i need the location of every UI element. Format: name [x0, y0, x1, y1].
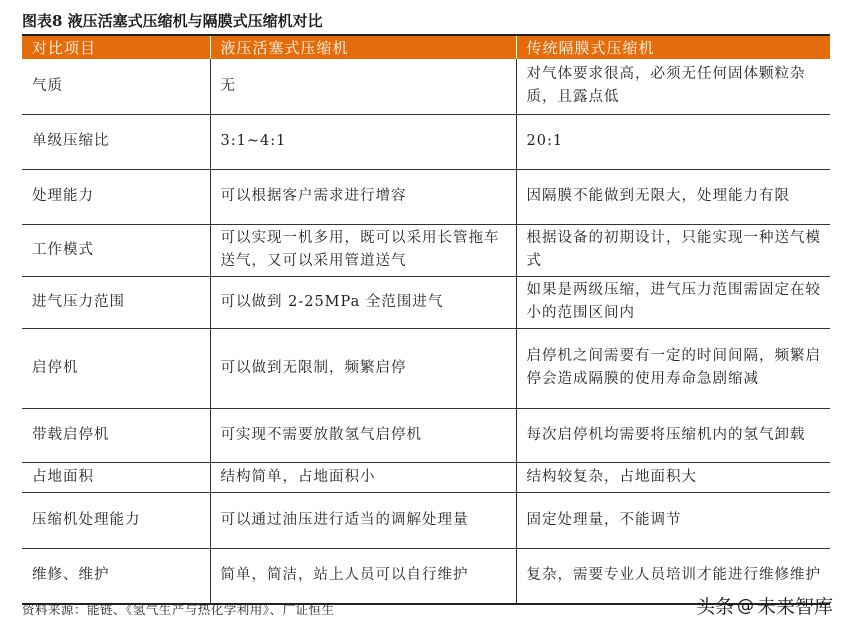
cell-hydraulic: 可以实现一机多用，既可以采用长管拖车送气，又可以采用管道送气: [210, 224, 516, 276]
cell-diaphragm: 如果是两级压缩，进气压力范围需固定在较小的范围区间内: [516, 276, 830, 328]
cell-item: 工作模式: [22, 224, 210, 276]
cell-diaphragm: 根据设备的初期设计，只能实现一种送气模式: [516, 224, 830, 276]
cell-diaphragm: 启停机之间需要有一定的时间间隔，频繁启停会造成隔膜的使用寿命急剧缩减: [516, 328, 830, 408]
cell-item: 带载启停机: [22, 408, 210, 462]
cell-hydraulic: 可以做到 2-25MPa 全范围进气: [210, 276, 516, 328]
source-note: 资料来源：能链、《氢气生产与热化学利用》、广证恒生: [22, 602, 335, 617]
cell-item: 压缩机处理能力: [22, 492, 210, 548]
cell-diaphragm: 20:1: [516, 114, 830, 169]
table-row: [22, 59, 830, 114]
cell-item: 气质: [22, 59, 210, 114]
table-row: [22, 408, 830, 462]
cell-item: 进气压力范围: [22, 276, 210, 328]
watermark-platform: 头条: [695, 596, 734, 618]
table-row: [22, 328, 830, 408]
cell-hydraulic: 3:1~4:1: [210, 114, 516, 169]
table-header-row: [22, 36, 830, 59]
table-row: [22, 224, 830, 276]
cell-hydraulic: 无: [210, 59, 516, 114]
header-diaphragm: 传统隔膜式压缩机: [516, 36, 830, 59]
cell-hydraulic: 可以通过油压进行适当的调解处理量: [210, 492, 516, 548]
cell-diaphragm: 对气体要求很高，必须无任何固体颗粒杂质，且露点低: [516, 59, 830, 114]
cell-item: 处理能力: [22, 169, 210, 224]
watermark: [696, 592, 833, 619]
cell-item: 单级压缩比: [22, 114, 210, 169]
table-row: [22, 276, 830, 328]
cell-diaphragm: 因隔膜不能做到无限大，处理能力有限: [516, 169, 830, 224]
figure-title: 图表8 液压活塞式压缩机与隔膜式压缩机对比: [22, 12, 323, 30]
cell-item: 启停机: [22, 328, 210, 408]
cell-hydraulic: 结构简单，占地面积小: [210, 462, 516, 492]
cell-item: 维修、维护: [22, 548, 210, 604]
table-row: [22, 169, 830, 224]
header-item: 对比项目: [22, 36, 210, 59]
cell-hydraulic: 可以做到无限制，频繁启停: [210, 328, 516, 408]
cell-diaphragm: 结构较复杂，占地面积大: [516, 462, 830, 492]
cell-hydraulic: 可实现不需要放散氢气启停机: [210, 408, 516, 462]
header-hydraulic: 液压活塞式压缩机: [210, 36, 516, 59]
at-icon: @: [736, 595, 754, 616]
cell-item: 占地面积: [22, 462, 210, 492]
table-row: [22, 492, 830, 548]
comparison-table: [22, 36, 830, 605]
watermark-account: 未来智库: [756, 596, 833, 618]
cell-diaphragm: 每次启停机均需要将压缩机内的氢气卸载: [516, 408, 830, 462]
table-row: [22, 114, 830, 169]
cell-hydraulic: 简单，简洁，站上人员可以自行维护: [210, 548, 516, 604]
table-row: [22, 462, 830, 492]
cell-hydraulic: 可以根据客户需求进行增容: [210, 169, 516, 224]
cell-diaphragm: 复杂，需要专业人员培训才能进行维修维护: [516, 548, 830, 604]
cell-diaphragm: 固定处理量，不能调节: [516, 492, 830, 548]
